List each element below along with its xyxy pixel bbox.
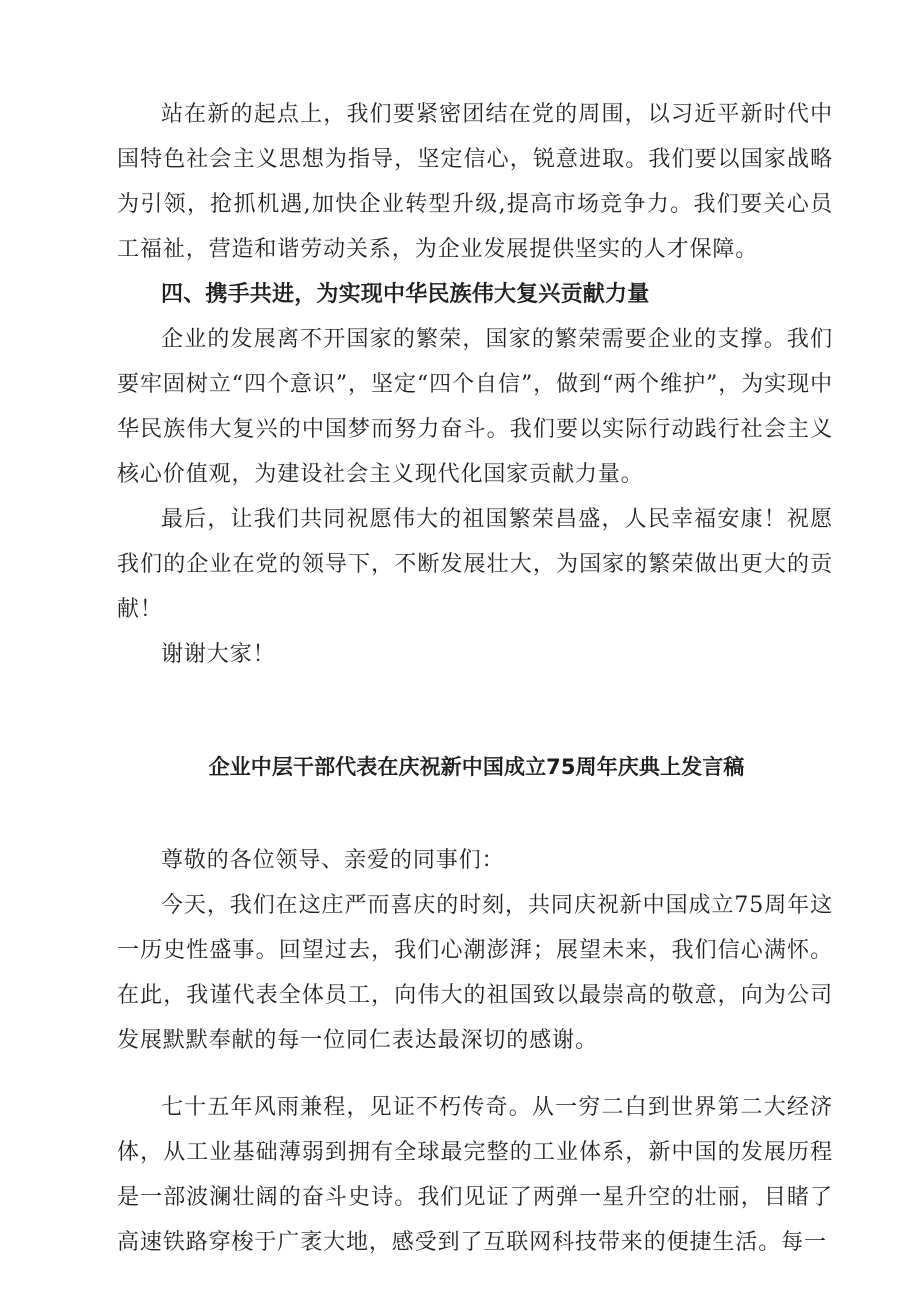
thank-you-line: 谢谢大家！ xyxy=(161,642,276,667)
document-content xyxy=(117,92,833,1265)
paragraph-closing-wishes: 最后，让我们共同祝愿伟大的祖国繁荣昌盛，人民幸福安康！祝愿我们的企业在党的领导下，不断发展壮大，为国家的繁荣做出更大的贡献！ xyxy=(117,507,833,622)
paragraph-national-prosperity: 企业的发展离不开国家的繁荣，国家的繁荣需要企业的支撑。我们要牢固树立“四个意识”，坚定“四个自信”，做到“两个维护”，为实现中华民族伟大复兴的中国梦而努力奋斗。我们要以实际行动践行社会主义核心价值观，为建设社会主义现代化国家贡献力量。 xyxy=(117,327,833,487)
paragraph-spacer xyxy=(117,1063,833,1085)
section-heading-four: 四、携手共进，为实现中华民族伟大复兴贡献力量 xyxy=(161,282,650,307)
salutation: 尊敬的各位领导、亲爱的同事们： xyxy=(161,848,505,873)
paragraph-new-starting-point: 站在新的起点上，我们要紧密团结在党的周围，以习近平新时代中国特色社会主义思想为指导，坚定信心，锐意进取。我们要以国家战略为引领，抢抓机遇,加快企业转型升级,提高市场竞争力。我们要关心员工福祉，营造和谐劳动关系，为企业发展提供坚实的人才保障。 xyxy=(117,102,833,262)
section-spacer xyxy=(117,677,833,699)
paragraph-seventy-five-years: 七十五年风雨兼程，见证不朽传奇。从一穷二白到世界第二大经济体，从工业基础薄弱到拥有全球最完整的工业体系，新中国的发展历程是一部波澜壮阔的奋斗史诗。我们见证了两弹一星升空的壮丽，目睹了高速铁路穿梭于广袤大地，感受到了互联网科技带来的便捷生活。每一 xyxy=(117,1095,833,1255)
speech-title: 企业中层干部代表在庆祝新中国成立75周年庆典上发言稿 xyxy=(208,755,745,779)
title-spacer xyxy=(117,783,833,838)
paragraph-celebration: 今天，我们在这庄严而喜庆的时刻，共同庆祝新中国成立75周年这一历史性盛事。回望过去，我们心潮澎湃；展望未来，我们信心满怀。在此，我谨代表全体员工，向伟大的祖国致以最崇高的敬意，向为公司发展默默奉献的每一位同仁表达最深切的感谢。 xyxy=(117,893,833,1053)
